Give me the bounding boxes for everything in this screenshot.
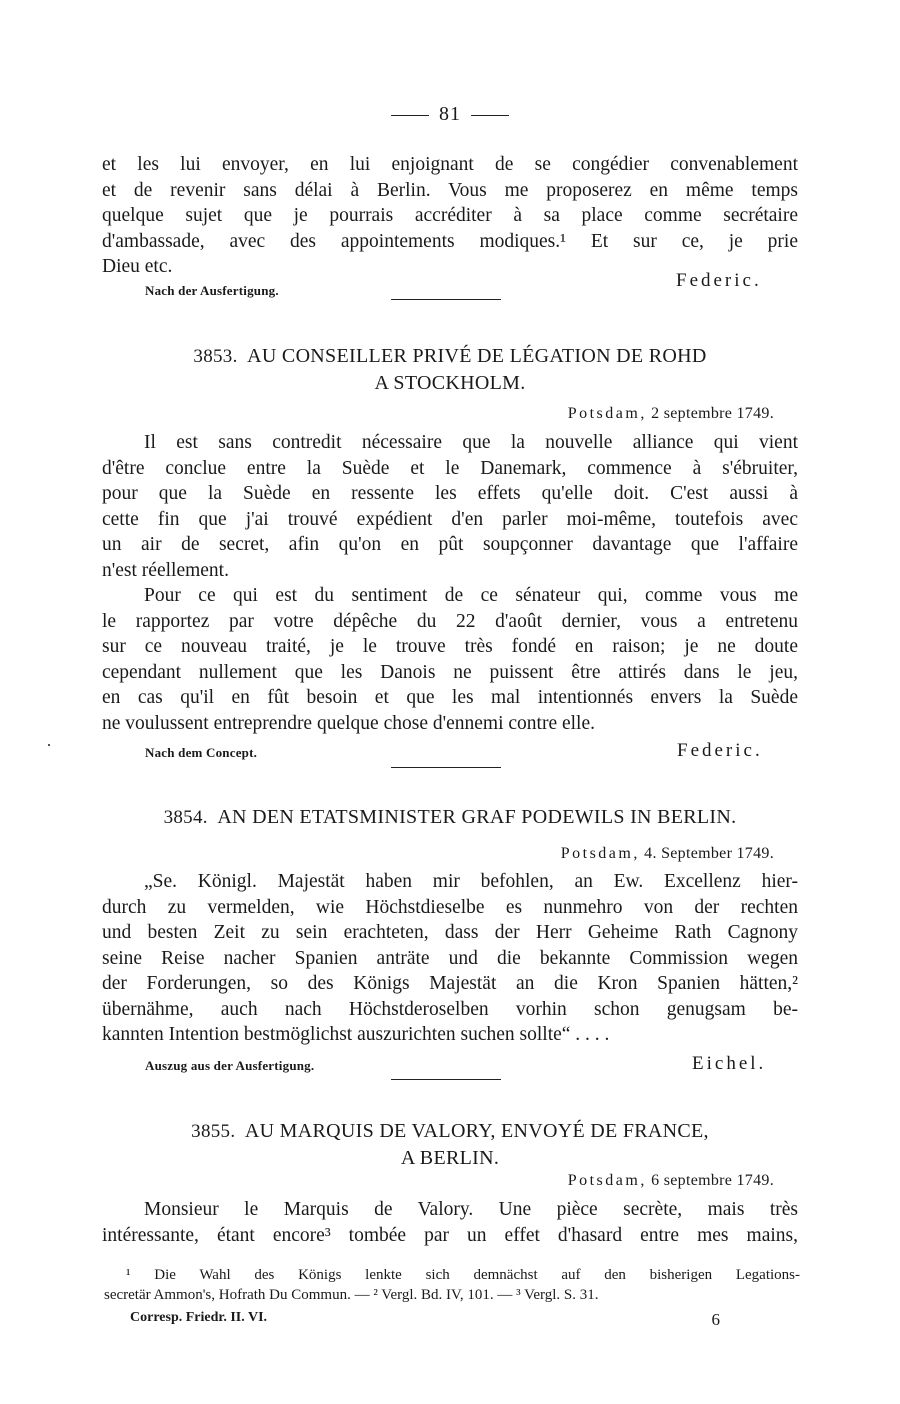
text-line: und besten Zeit zu sein erachteten, dass der Herr Geheime Rath Cagnony: [102, 922, 798, 943]
letter-number: 3854.: [163, 807, 208, 828]
page-number: [0, 103, 900, 126]
text-line: et de revenir sans délai à Berlin. Vous me proposerez en même temps: [102, 179, 798, 201]
footnotes: [104, 1265, 800, 1305]
text-line: d'être conclue entre la Suède et le Danemark, commence à s'ébruiter,: [102, 457, 798, 479]
text-line: en cas qu'il en fût besoin et que les mal intentionnés envers la Suède: [102, 687, 798, 708]
page-number-text: 81: [439, 103, 461, 125]
section-rule: [391, 767, 501, 768]
text-line: cette fin que j'ai trouvé expédient d'en parler moi-même, toutefois avec: [102, 508, 798, 530]
page-footer: [130, 1310, 720, 1330]
text-line: durch zu vermelden, wie Höchstdieselbe es nunmehro von der rechten: [102, 896, 798, 918]
letter-3855-heading: [100, 1118, 800, 1171]
text-line: sur ce nouveau traité, je le trouve très fondé en raison; je ne doute: [102, 636, 798, 657]
letter-title-line2: A STOCKHOLM.: [374, 372, 526, 394]
text-line: pour que la Suède en ressente les effets qu'elle doit. C'est aussi à: [102, 483, 798, 504]
letter-title: AU CONSEILLER PRIVÉ DE LÉGATION DE ROHD: [247, 345, 707, 367]
letter-3855-paragraph-1: [102, 1197, 798, 1248]
text-line: seine Reise nacher Spanien anträte und die bekannte Commission wegen: [102, 947, 798, 969]
letter-3854-paragraph-1: [102, 869, 798, 1048]
dateline-place: Potsdam,: [567, 405, 647, 422]
intro-source-note: Nach der Ausfertigung.: [145, 283, 279, 298]
text-line: Monsieur le Marquis de Valory. Une pièce secrète, mais très: [144, 1199, 798, 1220]
letter-title: AN DEN ETATSMINISTER GRAF PODEWILS IN BERLIN.: [217, 806, 737, 828]
footnote-line: secretär Ammon's, Hofrath Du Commun. — ² Vergl. Bd. IV, 101. — ³ Vergl. S. 31.: [104, 1287, 599, 1303]
text-line: kannten Intention bestmöglichst auszurichten suchen sollte“ . . . .: [102, 1024, 610, 1045]
intro-signature: Federic.: [676, 270, 762, 291]
letter-number: 3855.: [191, 1121, 236, 1142]
signature-mark: Corresp. Friedr. II. VI.: [130, 1310, 268, 1325]
margin-mark: [48, 744, 50, 746]
letter-3853-heading: [100, 343, 800, 396]
text-line: Pour ce qui est du sentiment de ce sénateur qui, comme vous me: [144, 585, 798, 606]
text-line: Il est sans contredit nécessaire que la nouvelle alliance qui vient: [144, 432, 798, 453]
letter-3853-source-note: Nach dem Concept.: [145, 745, 258, 760]
letter-3854-source-note: Auszug aus der Ausfertigung.: [145, 1058, 315, 1073]
text-line: le rapportez par votre dépêche du 22 d'août dernier, vous a entretenu: [102, 610, 798, 632]
dateline-date: 6 septembre 1749.: [651, 1172, 774, 1189]
text-line: der Forderungen, so des Königs Majestät an die Kron Spanien hätten,²: [102, 973, 798, 994]
letter-title: AU MARQUIS DE VALORY, ENVOYÉ DE FRANCE,: [244, 1120, 709, 1142]
text-line: quelque sujet que je pourrais accréditer à sa place comme secrétaire: [102, 205, 798, 226]
letter-3854-heading: [100, 804, 800, 831]
text-line: „Se. Königl. Majestät haben mir befohlen, an Ew. Excellenz hier-: [144, 871, 798, 892]
text-line: übernähme, auch nach Höchstderoselben vorhin schon genugsam be-: [102, 998, 798, 1020]
page-number-dash-left: [391, 115, 429, 116]
letter-3853-paragraph-2: [102, 583, 798, 736]
section-rule: [391, 299, 501, 300]
text-line: cependant nullement que les Danois ne puissent être attirés dans le jeu,: [102, 661, 798, 683]
letter-title-line2: A BERLIN.: [400, 1147, 500, 1169]
dateline-date: 4. September 1749.: [644, 845, 774, 862]
text-line: n'est réellement.: [102, 559, 229, 581]
text-line: intéressante, étant encore³ tombée par un effet d'hasard entre mes mains,: [102, 1224, 798, 1246]
letter-3853-paragraph-1: [102, 430, 798, 583]
letter-number: 3853.: [193, 346, 238, 367]
dateline-date: 2 septembre 1749.: [651, 405, 774, 422]
letter-3853-signature: Federic.: [677, 740, 763, 761]
letter-3853-dateline: [568, 405, 774, 423]
dateline-place: Potsdam,: [567, 1172, 647, 1189]
text-line: et les lui envoyer, en lui enjoignant de se congédier convenablement: [102, 154, 798, 175]
footnote-line: ¹ Die Wahl des Königs lenkte sich demnächst auf den bisherigen Legations-: [126, 1267, 800, 1283]
dateline-place: Potsdam,: [560, 845, 640, 862]
sheet-number: 6: [711, 1310, 720, 1329]
intro-paragraph: [102, 152, 798, 280]
letter-3854-dateline: [561, 845, 774, 863]
section-rule: [391, 1079, 501, 1080]
text-line: Dieu etc.: [102, 256, 173, 277]
text-line: un air de secret, afin qu'on en pût soupçonner davantage que l'affaire: [102, 534, 798, 555]
page-number-dash-right: [471, 115, 509, 116]
letter-3855-dateline: [568, 1172, 774, 1190]
text-line: ne voulussent entreprendre quelque chose d'ennemi contre elle.: [102, 712, 595, 734]
letter-3854-signature: Eichel.: [692, 1053, 767, 1074]
text-line: d'ambassade, avec des appointements modiques.¹ Et sur ce, je prie: [102, 230, 798, 252]
